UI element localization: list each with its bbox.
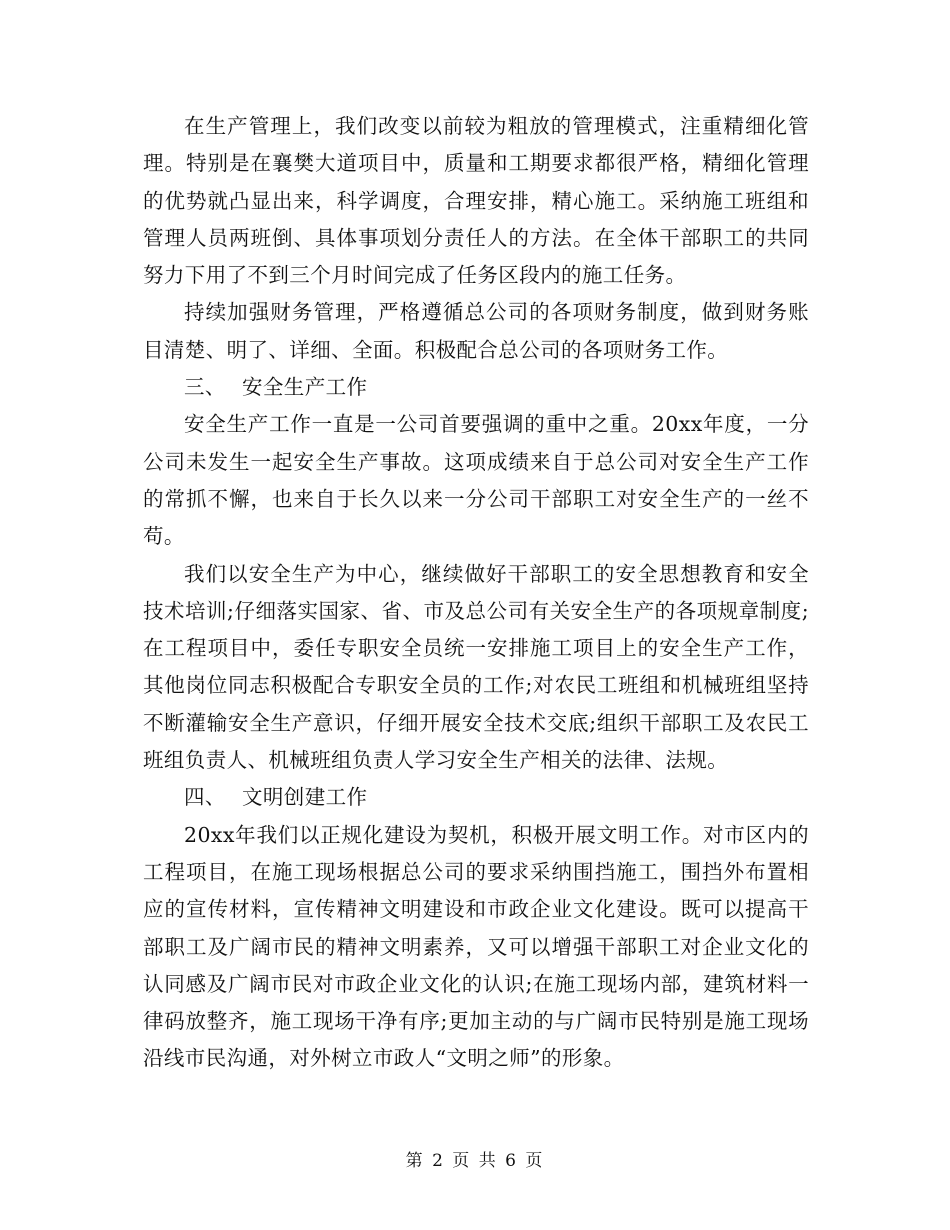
paragraph-safety-overview: 安全生产工作一直是一公司首要强调的重中之重。20xx年度，一分公司未发生一起安全生产事故。这项成绩来自于总公司对安全生产工作的常抓不懈，也来自于长久以来一分公司干部职工对安全生产的一丝不苟。 [143, 412, 809, 549]
section-heading-safety [143, 369, 809, 406]
section-heading-civilization [143, 779, 809, 816]
section-title: 文明创建工作 [242, 785, 368, 810]
paragraph-civilization-work: 20xx年我们以正规化建设为契机，积极开展文明工作。对市区内的工程项目，在施工现场根据总公司的要求采纳围挡施工，围挡外布置相应的宣传材料，宣传精神文明建设和市政企业文化建设。既可以提高干部职工及广阔市民的精神文明素养，又可以增强干部职工对企业文化的认同感及广阔市民对市政企业文化的认识;在施工现场内部，建筑材料一律码放整齐，施工现场干净有序;更加主动的与广阔市民特别是施工现场沿线市民沟通，对外树立市政人“文明之师”的形象。 [143, 822, 809, 1071]
paragraph-production-management: 在生产管理上，我们改变以前较为粗放的管理模式，注重精细化管理。特别是在襄樊大道项目中，质量和工期要求都很严格，精细化管理的优势就凸显出来，科学调度，合理安排，精心施工。采纳施工班组和管理人员两班倒、具体事项划分责任人的方法。在全体干部职工的共同努力下用了不到三个月时间完成了任务区段内的施工任务。 [143, 114, 809, 288]
section-number: 三、 [184, 375, 226, 400]
page-number-footer: 第 2 页 共 6 页 [405, 1151, 545, 1171]
document-body [143, 108, 809, 1078]
paragraph-safety-measures: 我们以安全生产为中心，继续做好干部职工的安全思想教育和安全技术培训;仔细落实国家、省、市及总公司有关安全生产的各项规章制度;在工程项目中，委任专职安全员统一安排施工项目上的安全生产工作，其他岗位同志积极配合专职安全员的工作;对农民工班组和机械班组坚持不断灌输安全生产意识，仔细开展安全技术交底;组织干部职工及农民工班组负责人、机械班组负责人学习安全生产相关的法律、法规。 [143, 561, 809, 773]
paragraph-financial-management: 持续加强财务管理，严格遵循总公司的各项财务制度，做到财务账目清楚、明了、详细、全面。积极配合总公司的各项财务工作。 [143, 300, 809, 362]
section-number: 四、 [184, 785, 226, 810]
section-title: 安全生产工作 [242, 375, 368, 400]
